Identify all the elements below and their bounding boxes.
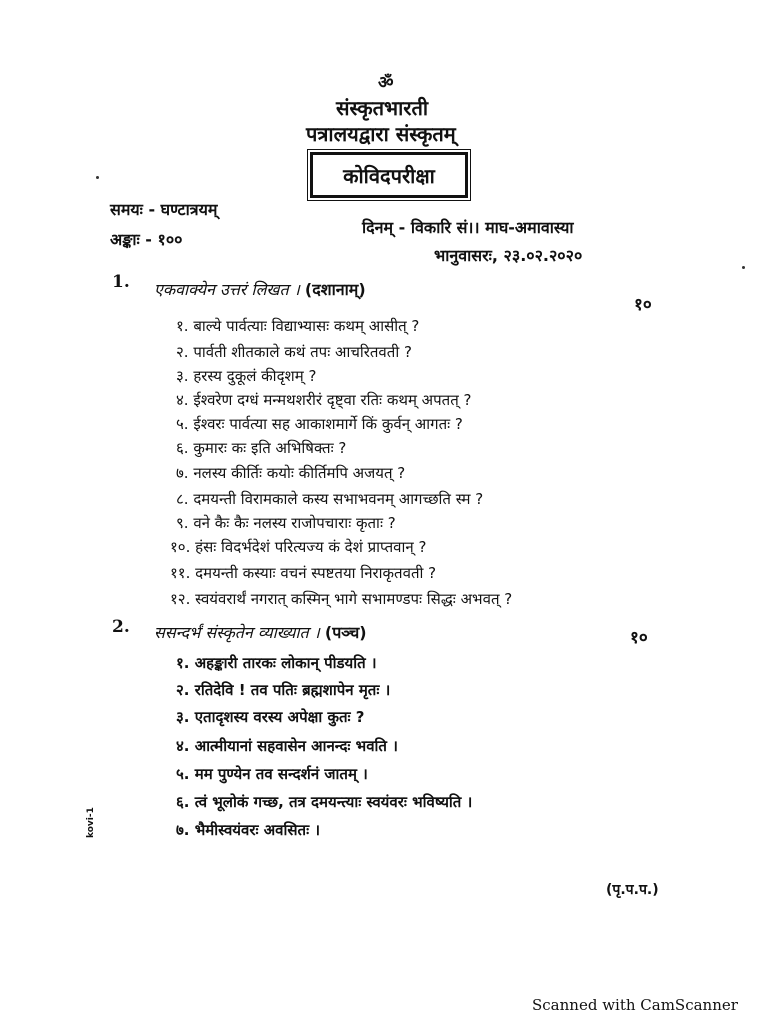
q2-item-1: १. अहङ्कारी तारकः लोकान् पीडयति । bbox=[176, 654, 377, 672]
q1-item-9: ९. वने कैः कैः नलस्य राजोपचाराः कृताः ? bbox=[176, 514, 396, 532]
q2-item-3: ३. एतादृशस्य वरस्य अपेक्षा कुतः ? bbox=[176, 708, 365, 726]
question-1-count: (दशानाम्) bbox=[304, 280, 366, 299]
q2-item-5: ५. मम पुण्येन तव सन्दर्शनं जातम् । bbox=[176, 765, 368, 783]
question-1-marks: १० bbox=[634, 295, 652, 315]
question-2-number: 2. bbox=[112, 617, 130, 637]
q1-item-6: ६. कुमारः कः इति अभिषिक्तः ? bbox=[176, 439, 347, 457]
program-title: पत्रालयद्वारा संस्कृतम् bbox=[306, 122, 456, 146]
q2-item-7: ७. भैमीस्वयंवरः अवसितः । bbox=[176, 821, 321, 839]
question-2-count: (पञ्च) bbox=[324, 623, 367, 642]
exam-time: समयः - घण्टात्रयम् bbox=[110, 200, 218, 219]
exam-day: भानुवासरः, २३.०२.२०२० bbox=[434, 246, 583, 265]
q1-item-5: ५. ईश्वरः पार्वत्या सह आकाशमार्गे किं कुर्वन् आगतः ? bbox=[176, 415, 463, 433]
om-symbol: ॐ bbox=[378, 73, 394, 93]
scanner-watermark: Scanned with CamScanner bbox=[532, 996, 738, 1014]
question-1-heading bbox=[154, 278, 366, 300]
q1-item-2: २. पार्वती शीतकाले कथं तपः आचरितवती ? bbox=[176, 343, 412, 361]
q1-item-1: १. बाल्ये पार्वत्याः विद्याभ्यासः कथम् आसीत् ? bbox=[176, 317, 420, 335]
scan-speck bbox=[96, 176, 99, 179]
q1-item-3: ३. हरस्य दुकूलं कीदृशम् ? bbox=[176, 367, 317, 385]
q1-item-12: १२. स्वयंवरार्थं नगरात् कस्मिन् भागे सभामण्डपः सिद्धः अभवत् ? bbox=[170, 590, 513, 608]
question-1-instruction: एकवाक्येन उत्तरं लिखत । bbox=[154, 280, 300, 299]
side-code: kovi-1 bbox=[86, 807, 96, 838]
please-turn-over: (पृ.प.प.) bbox=[606, 882, 659, 898]
exam-marks: अङ्काः - १०० bbox=[110, 230, 183, 249]
question-2-heading bbox=[154, 621, 367, 643]
q1-item-11: ११. दमयन्ती कस्याः वचनं स्पष्टतया निराकृतवती ? bbox=[170, 564, 437, 582]
q2-item-4: ४. आत्मीयानां सहवासेन आनन्दः भवति । bbox=[176, 737, 398, 755]
question-1-number: 1. bbox=[112, 272, 130, 292]
question-2-marks: १० bbox=[630, 628, 648, 648]
organization-title: संस्कृतभारती bbox=[336, 96, 429, 120]
q2-item-2: २. रतिदेवि ! तव पतिः ब्रह्मशापेन मृतः । bbox=[176, 681, 391, 699]
question-2-instruction: ससन्दर्भं संस्कृतेन व्याख्यात । bbox=[154, 623, 320, 642]
q1-item-8: ८. दमयन्ती विरामकाले कस्य सभाभवनम् आगच्छति स्म ? bbox=[176, 490, 484, 508]
q1-item-7: ७. नलस्य कीर्तिः कयोः कीर्तिमपि अजयत् ? bbox=[176, 464, 406, 482]
q1-item-4: ४. ईश्वरेण दग्धं मन्मथशरीरं दृष्ट्वा रतिः कथम् अपतत् ? bbox=[176, 391, 472, 409]
exam-name-box bbox=[310, 152, 468, 198]
exam-date: दिनम् - विकारि सं।। माघ-अमावास्या bbox=[362, 218, 574, 237]
q1-item-10: १०. हंसः विदर्भदेशं परित्यज्य कं देशं प्राप्तवान् ? bbox=[170, 538, 427, 556]
q2-item-6: ६. त्वं भूलोकं गच्छ, तत्र दमयन्त्याः स्वयंवरः भविष्यति । bbox=[176, 793, 473, 811]
scan-speck bbox=[742, 266, 745, 269]
exam-name: कोविदपरीक्षा bbox=[343, 163, 435, 188]
